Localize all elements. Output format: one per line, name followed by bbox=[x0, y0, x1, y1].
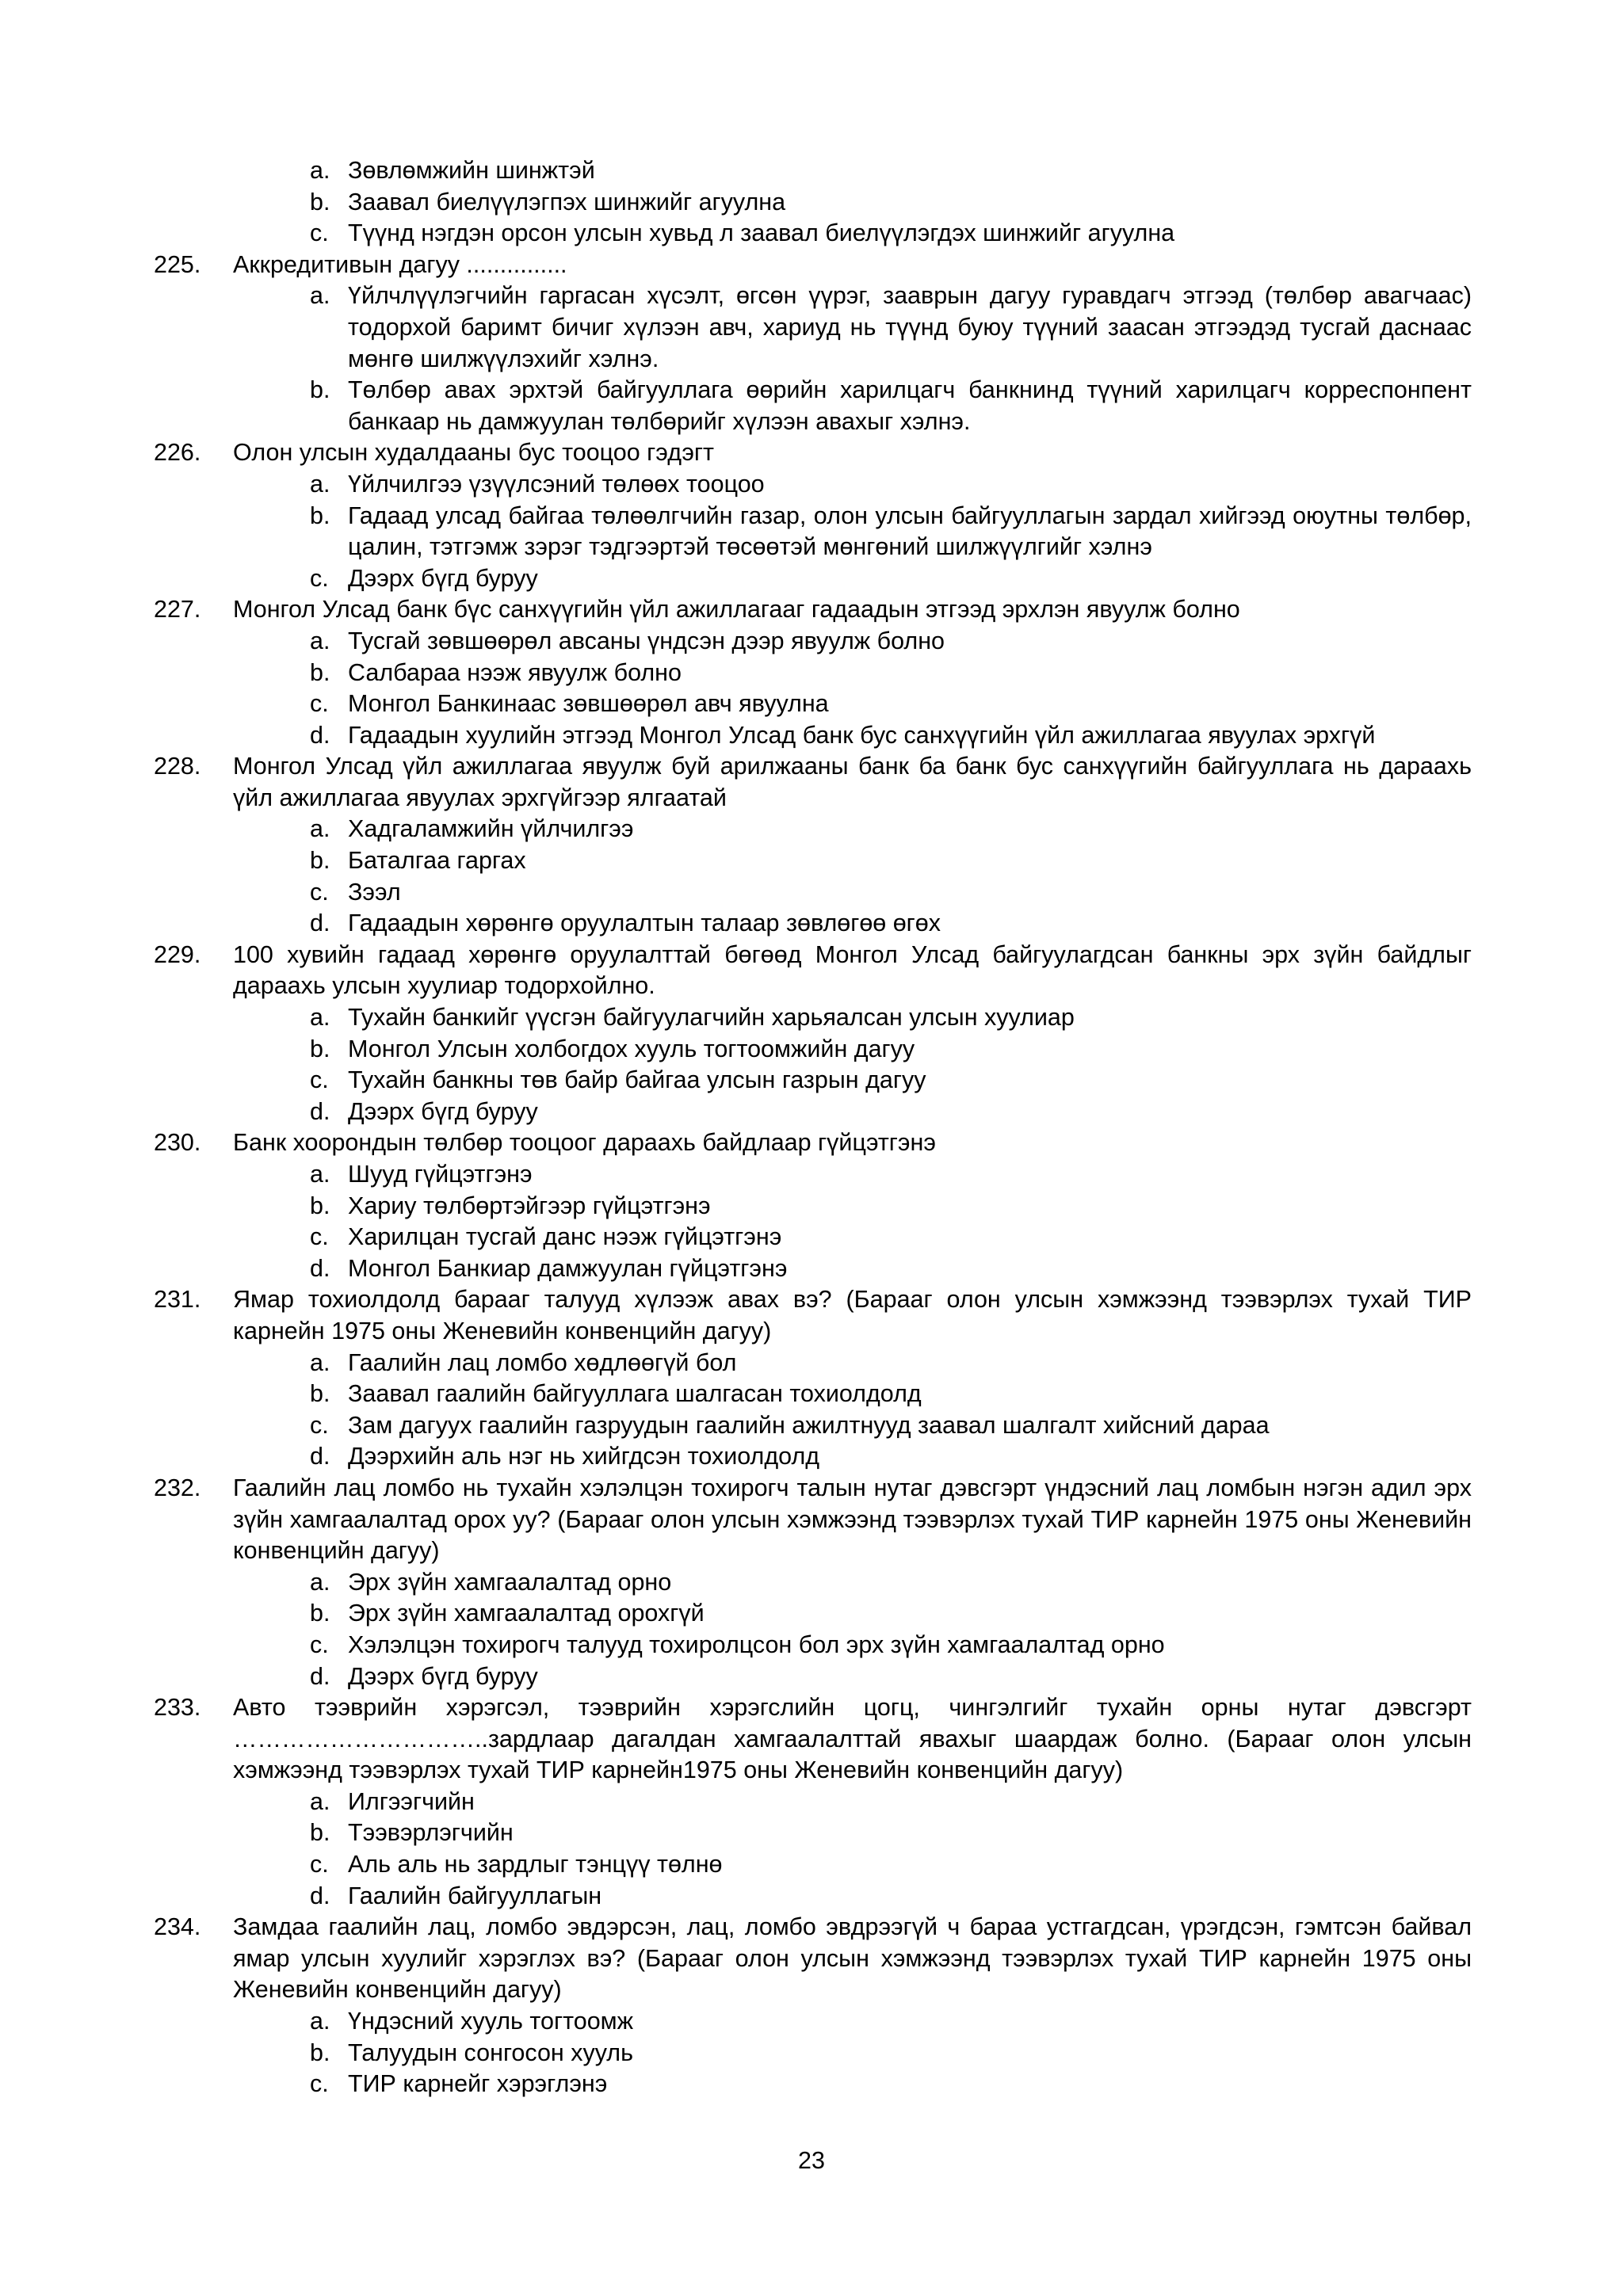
question-number: 227. bbox=[154, 596, 201, 624]
option-letter: d. bbox=[310, 1443, 330, 1470]
question bbox=[154, 1912, 1472, 2006]
option-text: Илгээгчийн bbox=[348, 1787, 475, 1815]
answer-option bbox=[310, 1849, 1472, 1881]
answer-option bbox=[310, 2006, 1472, 2038]
option-letter: a. bbox=[310, 1787, 330, 1815]
question-text: Монгол Улсад үйл ажиллагаа явуулж буй арилжааны банк ба банк бус санхүүгийн байгууллага нь дараахь үйл ажиллагаа явуулах эрхгүйгээр ялгаатай bbox=[233, 753, 1472, 811]
option-text: Баталгаа гаргах bbox=[348, 847, 526, 875]
option-letter: d. bbox=[310, 1254, 330, 1282]
answer-option bbox=[310, 1191, 1472, 1222]
question-number: 231. bbox=[154, 1286, 201, 1314]
option-text: Эрх зүйн хамгаалалтад орно bbox=[348, 1568, 672, 1596]
answer-option bbox=[310, 1817, 1472, 1849]
question-text: Аккредитивын дагуу ............... bbox=[233, 250, 567, 278]
option-text: Тээвэрлэгчийн bbox=[348, 1819, 514, 1847]
answer-option bbox=[310, 688, 1472, 720]
option-letter: c. bbox=[310, 1066, 329, 1094]
option-text: Монгол Улсын холбогдох хууль тогтоомжийн дагуу bbox=[348, 1035, 915, 1062]
question-number: 225. bbox=[154, 250, 201, 278]
option-text: Үндэсний хууль тогтоомж bbox=[348, 2008, 634, 2035]
question-number: 230. bbox=[154, 1129, 201, 1157]
question-text: Олон улсын худалдааны бус тооцоо гэдэгт bbox=[233, 439, 714, 467]
option-text: Тухайн банкийг үүсгэн байгуулагчийн харьяалсан улсын хуулиар bbox=[348, 1004, 1075, 1032]
question bbox=[154, 1127, 1472, 1159]
option-text: Дээрх бүгд буруу bbox=[348, 564, 538, 592]
option-letter: a. bbox=[310, 470, 330, 498]
answer-option bbox=[310, 1097, 1472, 1128]
option-text: Шууд гүйцэтгэнэ bbox=[348, 1161, 533, 1188]
option-letter: b. bbox=[310, 658, 330, 686]
answer-option bbox=[310, 1567, 1472, 1599]
answer-option bbox=[310, 563, 1472, 595]
answer-option bbox=[310, 1881, 1472, 1913]
question bbox=[154, 1473, 1472, 1567]
option-letter: b. bbox=[310, 2039, 330, 2066]
option-text: Тухайн банкны төв байр байгаа улсын газрын дагуу bbox=[348, 1066, 926, 1094]
option-text: Харилцан тусгай данс нээж гүйцэтгэнэ bbox=[348, 1223, 782, 1251]
answer-option bbox=[310, 1598, 1472, 1630]
option-letter: a. bbox=[310, 1004, 330, 1032]
question bbox=[154, 1284, 1472, 1347]
question-list bbox=[0, 155, 1623, 2100]
option-letter: a. bbox=[310, 2008, 330, 2035]
option-text: Тусгай зөвшөөрөл авсаны үндсэн дээр явуулж болно bbox=[348, 627, 945, 654]
answer-option bbox=[310, 1159, 1472, 1191]
option-letter: b. bbox=[310, 1035, 330, 1062]
answer-option bbox=[310, 1630, 1472, 1661]
option-letter: d. bbox=[310, 1882, 330, 1909]
option-text: Аль аль нь зардлыг тэнцүү төлнө bbox=[348, 1851, 723, 1878]
option-text: Гадаад улсад байгаа төлөөлгчийн газар, олон улсын байгууллагын зардал хийгээд оюутны төлбөр, цалин, тэтгэмж зэрэг тэдгээртэй төсөөтэй мөнгөний шилжүүлгийг хэлнэ bbox=[348, 502, 1472, 561]
answer-option bbox=[310, 1661, 1472, 1693]
option-letter: c. bbox=[310, 2070, 329, 2098]
option-letter: d. bbox=[310, 1662, 330, 1690]
question bbox=[154, 940, 1472, 1002]
option-letter: b. bbox=[310, 376, 330, 404]
question bbox=[154, 250, 1472, 281]
answer-option bbox=[310, 845, 1472, 877]
option-letter: a. bbox=[310, 1161, 330, 1188]
question-number: 226. bbox=[154, 439, 201, 467]
answer-option bbox=[310, 1253, 1472, 1285]
option-text: Үйлчлүүлэгчийн гаргасан хүсэлт, өгсөн үүрэг, зааврын дагуу гуравдагч этгээд (төлбөр авагчаас) тодорхой баримт бичиг хүлээн авч, хариуд нь түүнд буюу түүний заасан этгээдэд тусгай даснаас мөнгө шилжүүлэхийг хэлнэ. bbox=[348, 282, 1472, 372]
option-letter: c. bbox=[310, 1411, 329, 1439]
answer-option bbox=[310, 155, 1472, 187]
option-text: Зөвлөмжийн шинжтэй bbox=[348, 157, 595, 184]
option-text: Монгол Банкинаас зөвшөөрөл авч явуулна bbox=[348, 690, 829, 718]
option-text: Дээрх бүгд буруу bbox=[348, 1662, 538, 1690]
question-text: Банк хоорондын төлбөр тооцоог дараахь байдлаар гүйцэтгэнэ bbox=[233, 1129, 936, 1157]
option-text: Төлбөр авах эрхтэй байгууллага өөрийн харилцагч банкнинд түүний харилцагч корреспонпент банкаар нь дамжуулан төлбөрийг хүлээн авахыг хэлнэ. bbox=[348, 376, 1472, 435]
option-text: Заавал гаалийн байгууллага шалгасан тохиолдолд bbox=[348, 1380, 922, 1408]
option-letter: d. bbox=[310, 1097, 330, 1125]
option-letter: c. bbox=[310, 878, 329, 906]
answer-option bbox=[310, 1441, 1472, 1473]
option-text: Эрх зүйн хамгаалалтад орохгүй bbox=[348, 1600, 705, 1627]
answer-option bbox=[310, 1002, 1472, 1034]
answer-option bbox=[310, 218, 1472, 250]
answer-option bbox=[310, 908, 1472, 940]
question-text: 100 хувийн гадаад хөрөнгө оруулалттай бөгөөд Монгол Улсад байгуулагдсан банкны эрх зүйн байдлыг дараахь улсын хуулиар тодорхойлно. bbox=[233, 940, 1472, 1000]
question-text: Гаалийн лац ломбо нь тухайн хэлэлцэн тохирогч талын нутаг дэвсгэрт үндэсний лац ломбын нэгэн адил эрх зүйн хамгаалалтад орох уу? (Барааг олон улсын хэмжээнд тээвэрлэх тухай ТИР карнейн 1975 оны Женевийн конвенцийн дагуу) bbox=[233, 1474, 1472, 1565]
option-text: Заавал биелүүлэгпэх шинжийг агуулна bbox=[348, 188, 786, 215]
question bbox=[154, 437, 1472, 469]
option-text: Хэлэлцэн тохирогч талууд тохиролцсон бол эрх зүйн хамгаалалтад орно bbox=[348, 1630, 1165, 1658]
option-text: Үйлчилгээ үзүүлсэний төлөөх тооцоо bbox=[348, 470, 765, 498]
option-letter: c. bbox=[310, 1223, 329, 1251]
answer-option bbox=[310, 658, 1472, 689]
option-letter: c. bbox=[310, 564, 329, 592]
option-text: Зам дагуух гаалийн газруудын гаалийн ажилтнууд заавал шалгалт хийсний дараа bbox=[348, 1411, 1270, 1439]
question-text: Монгол Улсад банк бүс санхүүгийн үйл ажиллагааг гадаадын этгээд эрхлэн явуулж болно bbox=[233, 596, 1240, 624]
option-text: Гаалийн лац ломбо хөдлөөгүй бол bbox=[348, 1348, 737, 1376]
option-letter: b. bbox=[310, 502, 330, 529]
question bbox=[154, 594, 1472, 626]
option-text: Гадаадын хуулийн этгээд Монгол Улсад банк бус санхүүгийн үйл ажиллагаа явуулах эрхгүй bbox=[348, 721, 1376, 749]
option-letter: b. bbox=[310, 188, 330, 215]
option-letter: a. bbox=[310, 815, 330, 843]
answer-option bbox=[310, 1787, 1472, 1818]
question bbox=[154, 1692, 1472, 1787]
option-text: Гадаадын хөрөнгө оруулалтын талаар зөвлөгөө өгөх bbox=[348, 910, 941, 937]
option-letter: a. bbox=[310, 1348, 330, 1376]
option-letter: c. bbox=[310, 1851, 329, 1878]
option-text: Түүнд нэгдэн орсон улсын хувьд л заавал биелүүлэгдэх шинжийг агуулна bbox=[348, 219, 1175, 247]
answer-option bbox=[310, 280, 1472, 375]
option-text: Зээл bbox=[348, 878, 401, 906]
option-text: ТИР карнейг хэрэглэнэ bbox=[348, 2070, 608, 2098]
answer-option bbox=[310, 187, 1472, 219]
answer-option bbox=[310, 1034, 1472, 1066]
question-text: Авто тээврийн хэрэгсэл, тээврийн хэрэгслийн цогц, чингэлгийг тухайн орны нутаг дэвсгэрт …………………………..зардлаар дагалдан хамгаалалттай явахыг шаардаж болно. (Барааг олон улсын хэмжээнд тээвэрлэх тухай ТИР карнейн1975 оны Женевийн конвенцийн дагуу) bbox=[233, 1694, 1472, 1784]
question-number: 228. bbox=[154, 753, 201, 780]
answer-option bbox=[310, 1379, 1472, 1410]
option-text: Хариу төлбөртэйгээр гүйцэтгэнэ bbox=[348, 1192, 711, 1219]
answer-option bbox=[310, 1348, 1472, 1379]
question-text: Замдаа гаалийн лац, ломбо эвдэрсэн, лац, ломбо эвдрээгүй ч бараа устгагдсан, үрэгдсэн, гэмтсэн байвал ямар улсын хуулийг хэрэглэх вэ? (Барааг олон улсын хэмжээнд тээвэрлэх тухай ТИР карнейн 1975 оны Женевийн конвенцийн дагуу) bbox=[233, 1913, 1472, 2004]
option-text: Салбараа нээж явуулж болно bbox=[348, 658, 682, 686]
answer-option bbox=[310, 501, 1472, 563]
option-text: Монгол Банкиар дамжуулан гүйцэтгэнэ bbox=[348, 1254, 788, 1282]
option-letter: d. bbox=[310, 910, 330, 937]
option-letter: a. bbox=[310, 157, 330, 184]
option-text: Дээрх бүгд буруу bbox=[348, 1097, 538, 1125]
option-letter: b. bbox=[310, 847, 330, 875]
option-letter: d. bbox=[310, 721, 330, 749]
question-number: 229. bbox=[154, 940, 201, 968]
answer-option bbox=[310, 720, 1472, 752]
question-number: 232. bbox=[154, 1474, 201, 1501]
option-letter: b. bbox=[310, 1380, 330, 1408]
option-letter: c. bbox=[310, 1630, 329, 1658]
option-text: Гаалийн байгууллагын bbox=[348, 1882, 602, 1909]
option-letter: b. bbox=[310, 1192, 330, 1219]
answer-option bbox=[310, 814, 1472, 845]
answer-option bbox=[310, 2038, 1472, 2069]
option-letter: a. bbox=[310, 282, 330, 310]
answer-option bbox=[310, 877, 1472, 909]
option-letter: b. bbox=[310, 1600, 330, 1627]
option-letter: c. bbox=[310, 219, 329, 247]
page-number: 23 bbox=[798, 2147, 825, 2174]
question-number: 233. bbox=[154, 1694, 201, 1722]
answer-option bbox=[310, 1065, 1472, 1097]
question-number: 234. bbox=[154, 1913, 201, 1941]
option-letter: c. bbox=[310, 690, 329, 718]
option-text: Талуудын сонгосон хууль bbox=[348, 2039, 633, 2066]
question-text: Ямар тохиолдолд барааг талууд хүлээж авах вэ? (Барааг олон улсын хэмжээнд тээвэрлэх тухай ТИР карнейн 1975 оны Женевийн конвенцийн дагуу) bbox=[233, 1286, 1472, 1344]
option-text: Хадгаламжийн үйлчилгээ bbox=[348, 815, 634, 843]
answer-option bbox=[310, 1222, 1472, 1253]
answer-option bbox=[310, 469, 1472, 501]
answer-option bbox=[310, 2069, 1472, 2100]
question bbox=[154, 751, 1472, 814]
option-letter: a. bbox=[310, 1568, 330, 1596]
answer-option bbox=[310, 626, 1472, 658]
answer-option bbox=[310, 375, 1472, 437]
option-text: Дээрхийн аль нэг нь хийгдсэн тохиолдолд bbox=[348, 1443, 820, 1470]
option-letter: a. bbox=[310, 627, 330, 654]
answer-option bbox=[310, 1410, 1472, 1442]
option-letter: b. bbox=[310, 1819, 330, 1847]
